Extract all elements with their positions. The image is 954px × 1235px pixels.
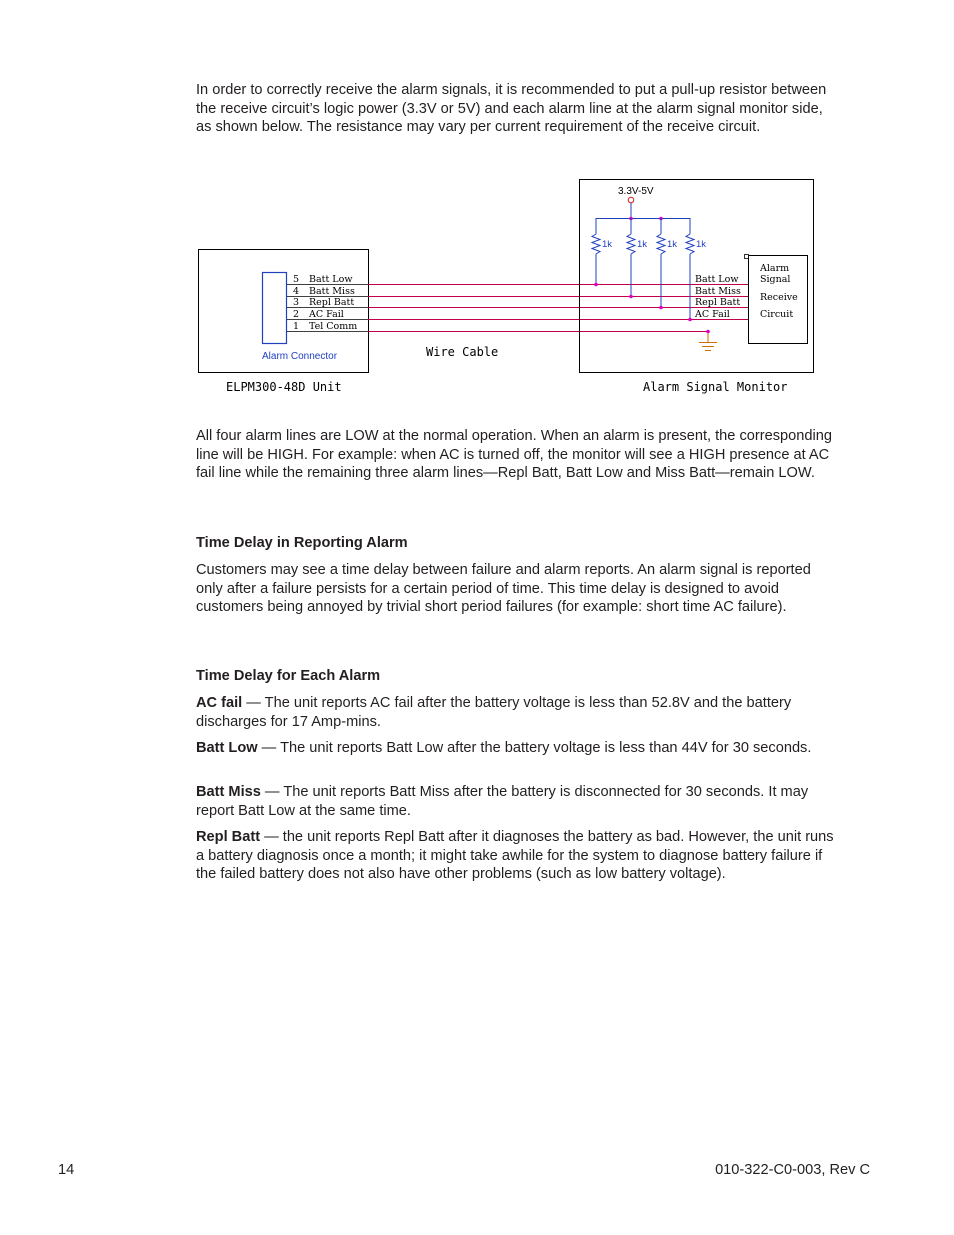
page-number: 14 — [58, 1162, 75, 1178]
alarm-levels-paragraph: All four alarm lines are LOW at the normal operation. When an alarm is present, the corresponding line will be HIGH. For example: when AC is turned off, the monitor will see a HIGH presence at AC fail line while the remaining three alarm lines—Repl Batt, Batt Low and Miss Batt—remain LOW. — [196, 428, 832, 482]
monitor-line-label: AC Fail — [695, 309, 730, 320]
alarm-connector-box — [263, 273, 287, 344]
pull-up-resistors — [592, 218, 694, 319]
pin-number: 5 — [293, 274, 300, 285]
alarm-delay-item — [196, 783, 841, 820]
alarm-description: — The unit reports Batt Low after the battery voltage is less than 44V for 30 seconds. — [257, 740, 812, 756]
unit-label: ELPM300-48D Unit — [226, 380, 342, 394]
pin-label: Batt Low — [309, 274, 353, 285]
alarm-term: AC fail — [196, 695, 243, 711]
resistor-value: 1k — [696, 239, 707, 250]
alarm-delay-item — [196, 828, 841, 884]
alarm-delay-item — [196, 739, 841, 758]
wire-cable-lines — [368, 285, 748, 332]
receiver-label-line: Receive — [760, 292, 798, 303]
monitor-label: Alarm Signal Monitor — [643, 380, 788, 394]
receiver-label-line: Signal — [760, 274, 791, 285]
pin-number: 4 — [293, 286, 300, 297]
receiver-label-line: Circuit — [760, 309, 794, 320]
pin-number: 2 — [293, 309, 300, 320]
junction-dots — [594, 283, 692, 322]
ground-symbol — [699, 331, 717, 351]
monitor-line-label: Repl Batt — [695, 297, 741, 308]
monitor-line-label: Batt Low — [695, 274, 739, 285]
alarm-term: Repl Batt — [196, 829, 261, 845]
section-heading: Time Delay for Each Alarm — [196, 668, 381, 684]
document-id: 010-322-C0-003, Rev C — [715, 1162, 870, 1178]
receiver-label-line: Alarm — [760, 263, 790, 274]
resistor-value: 1k — [637, 239, 648, 250]
alarm-term: Batt Miss — [196, 784, 261, 800]
alarm-term: Batt Low — [196, 740, 258, 756]
time-delay-paragraph: Customers may see a time delay between failure and alarm reports. An alarm signal is reported only after a failure persists for a certain period of time. This time delay is designed to avoid customers being annoyed by trivial short period failures (for example: short time AC failure). — [196, 562, 811, 616]
pin-label: Batt Miss — [309, 286, 355, 297]
resistor-value: 1k — [667, 239, 678, 250]
wire-cable-label: Wire Cable — [426, 345, 499, 359]
alarm-description: — The unit reports Batt Miss after the battery is disconnected for 30 seconds. It may report Batt Low at the same time. — [196, 784, 809, 819]
alarm-description: — the unit reports Repl Batt after it diagnoses the battery as bad. However, the unit runs a battery diagnosis once a month; it might take awhile for the system to diagnose battery failure if the failed battery does not also have other problems (such as low battery voltage). — [196, 829, 834, 883]
pin-number: 3 — [293, 297, 300, 308]
supply-node — [628, 197, 634, 203]
pin-label: Tel Comm — [309, 321, 358, 332]
resistor-value: 1k — [602, 239, 613, 250]
intro-paragraph: In order to correctly receive the alarm signals, it is recommended to put a pull-up resistor between the receive circuit’s logic power (3.3V or 5V) and each alarm line at the alarm signal monitor side, as shown below. The resistance may vary per current requirement of the receive circuit. — [196, 82, 827, 136]
monitor-line-label: Batt Miss — [695, 286, 741, 297]
supply-label: 3.3V-5V — [618, 186, 654, 197]
section-heading: Time Delay in Reporting Alarm — [196, 535, 408, 551]
alarm-connector-label: Alarm Connector — [262, 351, 338, 362]
alarm-delay-item — [196, 694, 841, 731]
pin-label: AC Fail — [309, 309, 344, 320]
pin-label: Repl Batt — [309, 297, 355, 308]
pin-number: 1 — [293, 321, 300, 332]
alarm-description: — The unit reports AC fail after the battery voltage is less than 52.8V and the battery discharges for 17 Amp-mins. — [196, 695, 792, 730]
